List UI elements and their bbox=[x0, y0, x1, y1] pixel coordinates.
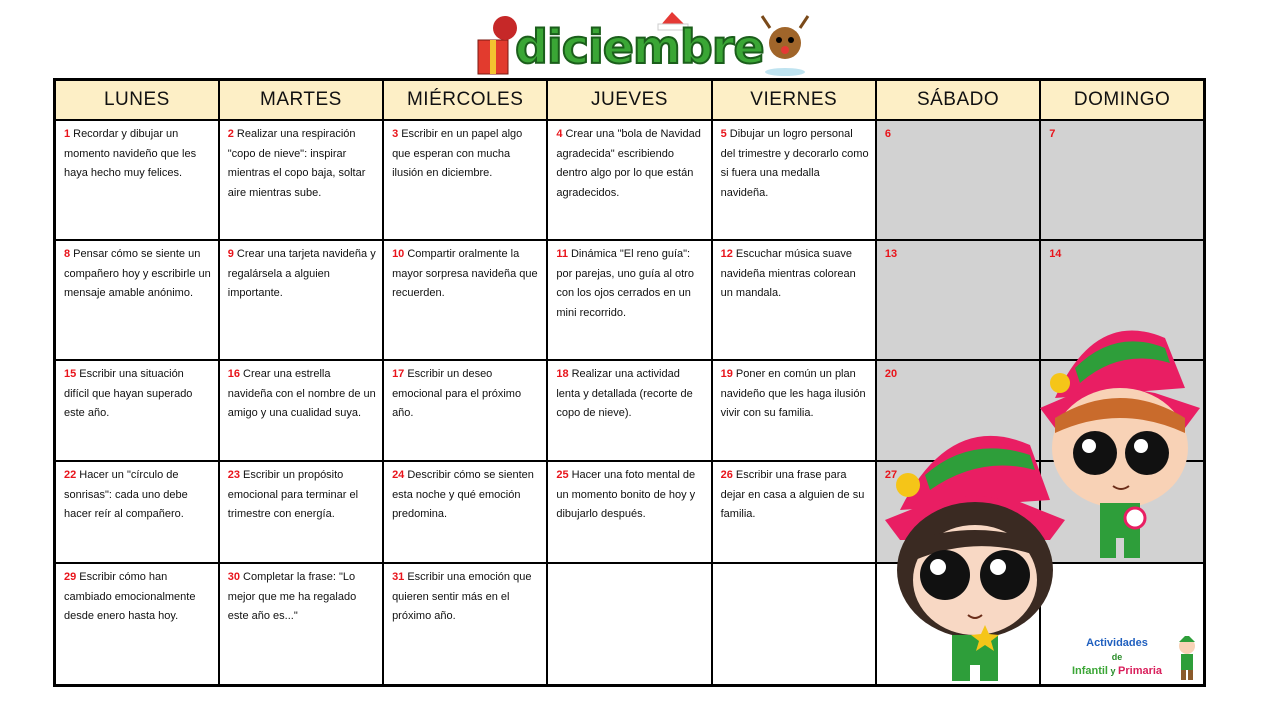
day-number: 19 bbox=[720, 368, 733, 380]
day-header-lunes: LUNES bbox=[55, 80, 219, 121]
day-number: 26 bbox=[720, 469, 733, 481]
day-cell bbox=[547, 563, 711, 686]
day-header-domingo: DOMINGO bbox=[1040, 80, 1204, 121]
activity-text: Escribir un deseo emocional para el próximo año. bbox=[392, 368, 522, 419]
activity-text: Escribir en un papel algo que esperan con mucha ilusión en diciembre. bbox=[392, 128, 523, 179]
publisher-logo: Actividades de Infantil y Primaria bbox=[1071, 637, 1163, 677]
day-number: 20 bbox=[884, 368, 898, 380]
activity-text: Dibujar un logro personal del trimestre y decorarlo como si fuera una medalla navideña. bbox=[720, 128, 869, 199]
day-header-sábado: SÁBADO bbox=[876, 80, 1040, 121]
activity-text: Escribir cómo han cambiado emocionalmente desde enero hasta hoy. bbox=[64, 571, 196, 622]
day-number: 6 bbox=[884, 128, 892, 140]
day-number: 27 bbox=[884, 469, 898, 481]
small-elf-logo-icon bbox=[1172, 636, 1202, 682]
day-number: 1 bbox=[64, 128, 71, 140]
day-cell bbox=[383, 461, 547, 563]
day-number: 10 bbox=[392, 248, 405, 260]
day-number: 30 bbox=[227, 571, 241, 583]
day-number: 9 bbox=[227, 248, 234, 260]
month-title: diciembre bbox=[515, 20, 764, 74]
day-number: 29 bbox=[64, 571, 77, 583]
activity-text: Realizar una actividad lenta y detallada (recorte de copo de nieve). bbox=[556, 368, 693, 419]
day-number: 2 bbox=[227, 128, 234, 140]
day-cell bbox=[219, 240, 383, 360]
day-cell bbox=[383, 563, 547, 686]
day-header-martes: MARTES bbox=[219, 80, 383, 121]
day-cell bbox=[55, 461, 219, 563]
day-number: 3 bbox=[392, 128, 399, 140]
day-number: 18 bbox=[556, 368, 569, 380]
elf-girl-illustration-icon bbox=[880, 410, 1070, 685]
day-cell bbox=[219, 461, 383, 563]
day-cell bbox=[876, 120, 1040, 240]
day-cell bbox=[219, 360, 383, 461]
day-cell bbox=[547, 360, 711, 461]
activity-text: Crear una "bola de Navidad agradecida" escribiendo dentro algo por lo que están agradecidos. bbox=[556, 128, 701, 199]
activity-text: Dinámica "El reno guía": por parejas, uno guía al otro con los ojos cerrados en un mini recorrido. bbox=[556, 248, 694, 319]
week-row bbox=[55, 120, 1205, 240]
activity-text: Compartir oralmente la mayor sorpresa navideña que recuerden. bbox=[392, 248, 538, 299]
day-number: 25 bbox=[556, 469, 569, 481]
day-number: 8 bbox=[64, 248, 71, 260]
day-cell bbox=[712, 563, 876, 686]
day-header-miércoles: MIÉRCOLES bbox=[383, 80, 547, 121]
day-number: 14 bbox=[1049, 248, 1062, 260]
day-number: 7 bbox=[1049, 128, 1056, 140]
activity-text: Crear una estrella navideña con el nombre de un amigo y una cualidad suya. bbox=[227, 368, 376, 419]
day-cell bbox=[712, 360, 876, 461]
week-row bbox=[55, 240, 1205, 360]
day-cell bbox=[547, 461, 711, 563]
day-header-viernes: VIERNES bbox=[712, 80, 876, 121]
day-cell bbox=[712, 461, 876, 563]
day-cell bbox=[383, 360, 547, 461]
day-cell bbox=[219, 120, 383, 240]
day-number: 5 bbox=[720, 128, 727, 140]
day-number: 16 bbox=[227, 368, 241, 380]
day-cell bbox=[55, 120, 219, 240]
day-number: 31 bbox=[392, 571, 405, 583]
activity-text: Poner en común un plan navideño que les haga ilusión vivir con su familia. bbox=[720, 368, 866, 419]
day-number: 4 bbox=[556, 128, 563, 140]
day-number: 22 bbox=[64, 469, 77, 481]
activity-text: Escuchar música suave navideña mientras colorean un mandala. bbox=[720, 248, 856, 299]
activity-text: Escribir una situación difícil que hayan superado este año. bbox=[64, 368, 193, 419]
day-cell bbox=[383, 120, 547, 240]
day-number: 24 bbox=[392, 469, 405, 481]
activity-text: Crear una tarjeta navideña y regalársela a alguien importante. bbox=[227, 248, 376, 299]
day-cell bbox=[547, 120, 711, 240]
activity-text: Escribir un propósito emocional para terminar el trimestre con energía. bbox=[227, 469, 359, 520]
day-cell bbox=[383, 240, 547, 360]
day-cell bbox=[876, 240, 1040, 360]
day-cell bbox=[712, 240, 876, 360]
day-cell bbox=[219, 563, 383, 686]
day-cell bbox=[1040, 120, 1204, 240]
day-number: 17 bbox=[392, 368, 405, 380]
activity-text: Pensar cómo se siente un compañero hoy y escribirle un mensaje amable anónimo. bbox=[64, 248, 211, 299]
day-cell bbox=[547, 240, 711, 360]
day-cell bbox=[55, 360, 219, 461]
activity-text: Completar la frase: "Lo mejor que me ha regalado este año es..." bbox=[227, 571, 357, 622]
day-number: 11 bbox=[556, 248, 568, 260]
activity-text: Hacer un "círculo de sonrisas": cada uno debe hacer reír al compañero. bbox=[64, 469, 188, 520]
day-cell bbox=[55, 563, 219, 686]
day-header-jueves: JUEVES bbox=[547, 80, 711, 121]
day-number: 13 bbox=[884, 248, 898, 260]
day-number: 15 bbox=[64, 368, 77, 380]
day-cell bbox=[712, 120, 876, 240]
day-number: 23 bbox=[227, 469, 241, 481]
activity-text: Escribir una frase para dejar en casa a alguien de su familia. bbox=[720, 469, 865, 520]
activity-text: Realizar una respiración "copo de nieve": inspirar mientras el copo baja, soltar aire mientras sube. bbox=[227, 128, 366, 199]
month-title-banner bbox=[470, 8, 810, 78]
activity-text: Hacer una foto mental de un momento bonito de hoy y dibujarlo después. bbox=[556, 469, 696, 520]
activity-text: Describir cómo se sienten esta noche y qué emoción predomina. bbox=[392, 469, 534, 520]
activity-text: Escribir una emoción que quieren sentir más en el próximo año. bbox=[392, 571, 532, 622]
day-cell bbox=[55, 240, 219, 360]
activity-text: Recordar y dibujar un momento navideño que les haya hecho muy felices. bbox=[64, 128, 197, 179]
day-number: 12 bbox=[720, 248, 733, 260]
